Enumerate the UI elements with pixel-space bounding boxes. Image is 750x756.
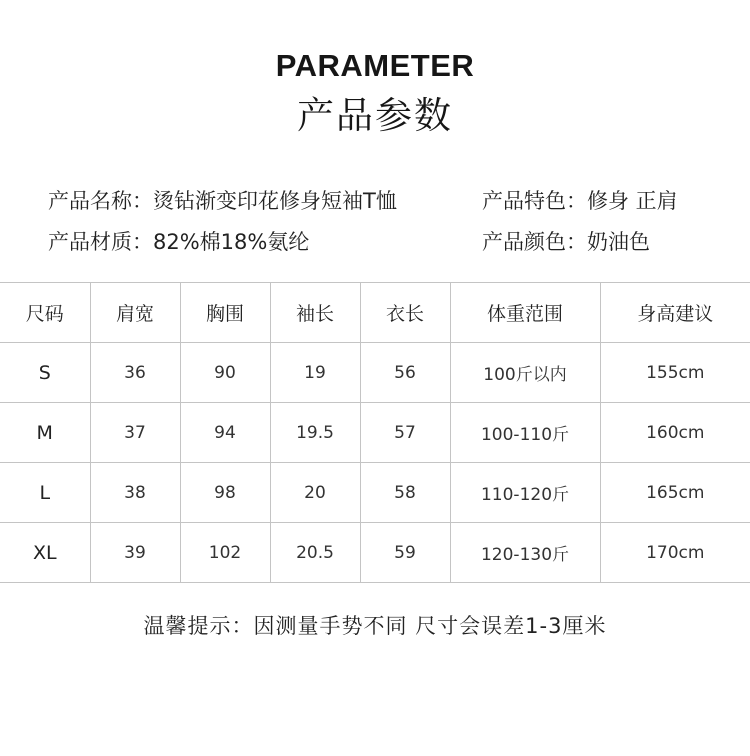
table-row — [0, 523, 750, 583]
table-row — [0, 463, 750, 523]
cell-shoulder: 36 — [90, 343, 180, 403]
cell-shoulder: 39 — [90, 523, 180, 583]
product-color: 产品颜色：奶油色 — [482, 230, 650, 254]
measurement-note: 温馨提示：因测量手势不同 尺寸会误差1-3厘米 — [143, 614, 607, 638]
cell-sleeve: 19 — [270, 343, 360, 403]
cell-height: 155cm — [600, 343, 750, 403]
cell-shoulder: 37 — [90, 403, 180, 463]
cell-length: 59 — [360, 523, 450, 583]
cell-height: 170cm — [600, 523, 750, 583]
cell-chest: 90 — [180, 343, 270, 403]
product-material: 产品材质：82%棉18%氨纶 — [48, 230, 310, 254]
cell-weight: 100-110斤 — [450, 403, 600, 463]
cell-height: 165cm — [600, 463, 750, 523]
table-row — [0, 403, 750, 463]
cell-chest: 94 — [180, 403, 270, 463]
cell-length: 57 — [360, 403, 450, 463]
header-sleeve: 袖长 — [270, 283, 360, 343]
header-size: 尺码 — [0, 283, 90, 343]
cell-size: XL — [0, 523, 90, 583]
title-chinese: 产品参数 — [297, 94, 453, 137]
cell-size: M — [0, 403, 90, 463]
cell-chest: 102 — [180, 523, 270, 583]
header-chest: 胸围 — [180, 283, 270, 343]
cell-length: 56 — [360, 343, 450, 403]
header-shoulder: 肩宽 — [90, 283, 180, 343]
product-name: 产品名称：烫钻渐变印花修身短袖T恤 — [48, 189, 397, 213]
title-english: PARAMETER — [275, 48, 475, 83]
cell-size: L — [0, 463, 90, 523]
table-row — [0, 343, 750, 403]
cell-size: S — [0, 343, 90, 403]
cell-length: 58 — [360, 463, 450, 523]
cell-weight: 110-120斤 — [450, 463, 600, 523]
table-header-row — [0, 283, 750, 343]
cell-weight: 120-130斤 — [450, 523, 600, 583]
header-height: 身高建议 — [600, 283, 750, 343]
product-feature: 产品特色：修身 正肩 — [482, 189, 678, 213]
cell-chest: 98 — [180, 463, 270, 523]
cell-height: 160cm — [600, 403, 750, 463]
cell-shoulder: 38 — [90, 463, 180, 523]
cell-weight: 100斤以内 — [450, 343, 600, 403]
header-length: 衣长 — [360, 283, 450, 343]
cell-sleeve: 19.5 — [270, 403, 360, 463]
header-weight: 体重范围 — [450, 283, 600, 343]
cell-sleeve: 20 — [270, 463, 360, 523]
cell-sleeve: 20.5 — [270, 523, 360, 583]
size-table — [0, 282, 750, 583]
